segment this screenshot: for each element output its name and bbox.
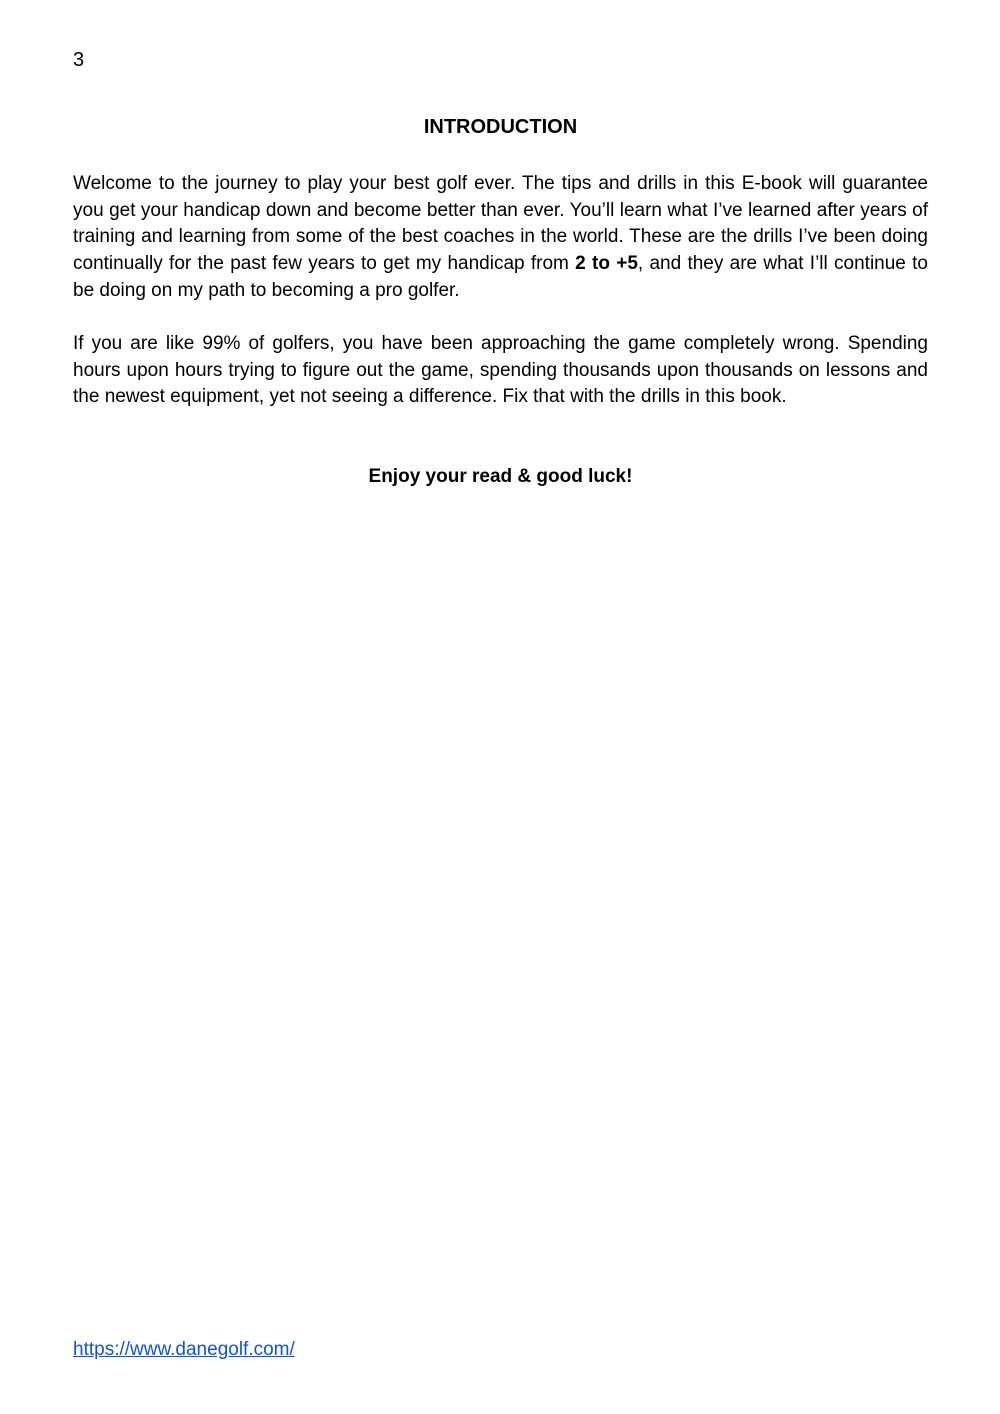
page-number: 3 (73, 49, 85, 71)
intro-paragraph-1-end: , and they are what I’ll continue to be doing on my path to becoming a pro golfer. (73, 253, 928, 301)
page-title: INTRODUCTION (423, 116, 578, 138)
intro-paragraph-1-text: Welcome to the journey to play your best golf ever. The tips and drills in this E-book will guarantee you get your handicap down and become better than ever. You’ll learn what I’ve learned after years of training and learning from some of the best coaches in the world. These are the drills I’ve been doing continually for the past few years to get my handicap from (73, 173, 928, 275)
handicap-range: 2 to +5 (575, 253, 638, 275)
website-link[interactable]: https://www.danegolf.com/ (73, 1339, 295, 1360)
intro-paragraph-1 (73, 171, 928, 305)
closing-line: Enjoy your read & good luck! (368, 466, 633, 487)
intro-paragraph-2: If you are like 99% of golfers, you have been approaching the game completely wrong. Spending hours upon hours trying to figure out the game, spending thousands upon thousands on lessons and the newest equipment, yet not seeing a difference. Fix that with the drills in this book. (73, 333, 928, 408)
